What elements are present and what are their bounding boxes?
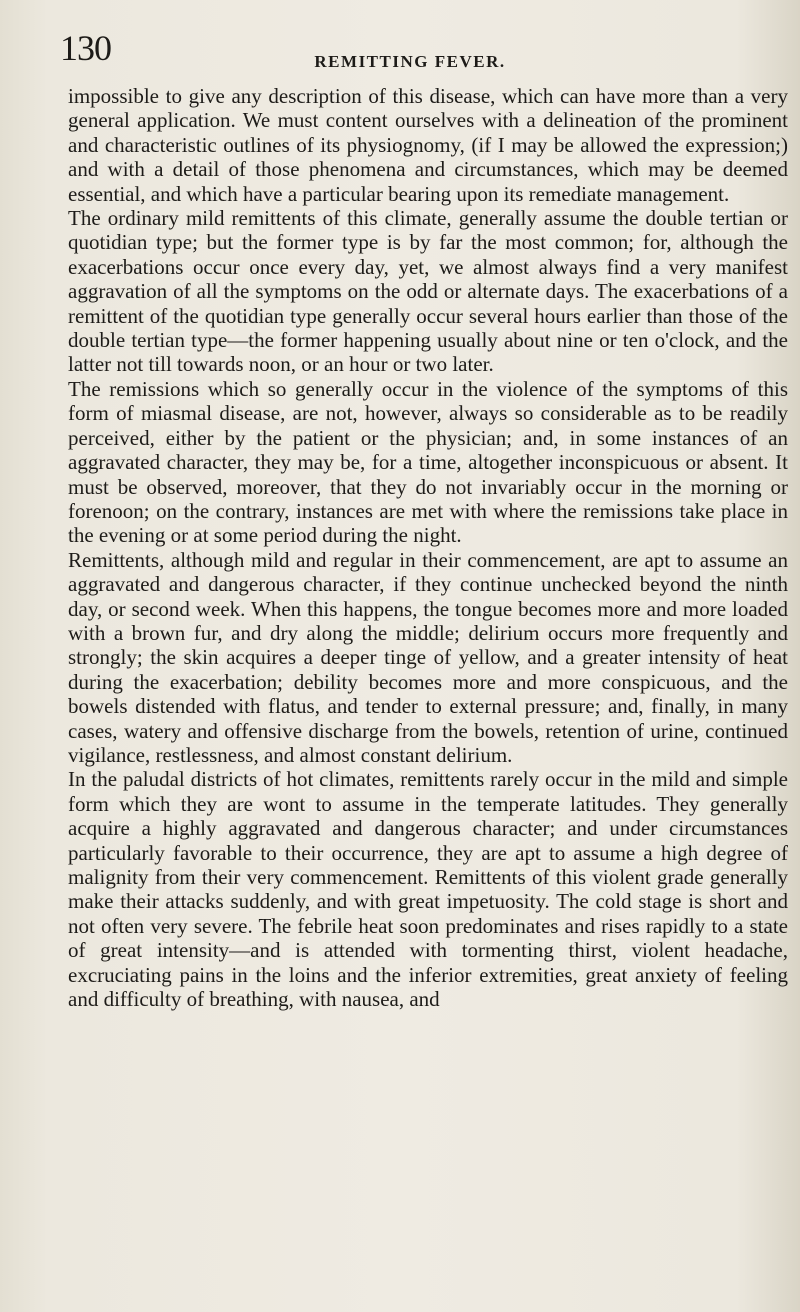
- paragraph: Remittents, although mild and regular in their commencement, are apt to assume an aggravated and dangerous character, if they continue unchecked beyond the ninth day, or second week. When this happens, the tongue becomes more and more loaded with a brown fur, and dry along the middle; delirium occurs more frequently and strongly; the skin acquires a deeper tinge of yellow, and a greater intensity of heat during the exacerbation; debility becomes more and more conspicuous, and the bowels distended with flatus, and tender to external pressure; and, finally, in many cases, watery and offensive discharge from the bowels, retention of urine, continued vigilance, restlessness, and almost constant delirium.: [68, 547, 788, 767]
- paragraph: The ordinary mild remittents of this climate, generally assume the double tertian or quotidian type; but the former type is by far the most common; for, although the exacerbations occur once every day, yet, we almost always find a very manifest aggravation of all the symptoms on the odd or alternate days. The exacerbations of a remittent of the quotidian type generally occur several hours earlier than those of the double tertian type—the former happening usually about nine or ten o'clock, and the latter not till towards noon, or an hour or two later.: [68, 206, 788, 377]
- paragraph: impossible to give any description of this disease, which can have more than a very general application. We must content ourselves with a delineation of the prominent and characteristic outlines of its physiognomy, (if I may be allowed the expression;) and with a detail of those phenomena and circumstances, which may be deemed essential, and which have a particular bearing upon its remediate management.: [68, 84, 788, 206]
- body-text: [68, 84, 788, 1011]
- paragraph: In the paludal districts of hot climates, remittents rarely occur in the mild and simple form which they are wont to assume in the temperate latitudes. They generally acquire a highly aggravated and dangerous character; and under circumstances particularly favorable to their occurrence, they are apt to assume a high degree of malignity from their very commencement. Remittents of this violent grade generally make their attacks suddenly, and with great impetuosity. The cold stage is short and not often very severe. The febrile heat soon predominates and rises rapidly to a state of great intensity—and is attended with tormenting thirst, violent headache, excruciating pains in the loins and the inferior extremities, great anxiety of feeling and difficulty of breathing, with nausea, and: [68, 767, 788, 1012]
- paragraph: The remissions which so generally occur in the violence of the symptoms of this form of miasmal disease, are not, however, always so considerable as to be readily perceived, either by the patient or the physician; and, in some instances of an aggravated character, they may be, for a time, altogether inconspicuous or absent. It must be observed, moreover, that they do not invariably occur in the morning or forenoon; on the contrary, instances are met with where the remissions take place in the evening or at some period during the night.: [68, 376, 788, 548]
- page-number: 130: [60, 28, 111, 68]
- running-head: REMITTING FEVER.: [314, 52, 506, 71]
- page-header: [60, 30, 760, 80]
